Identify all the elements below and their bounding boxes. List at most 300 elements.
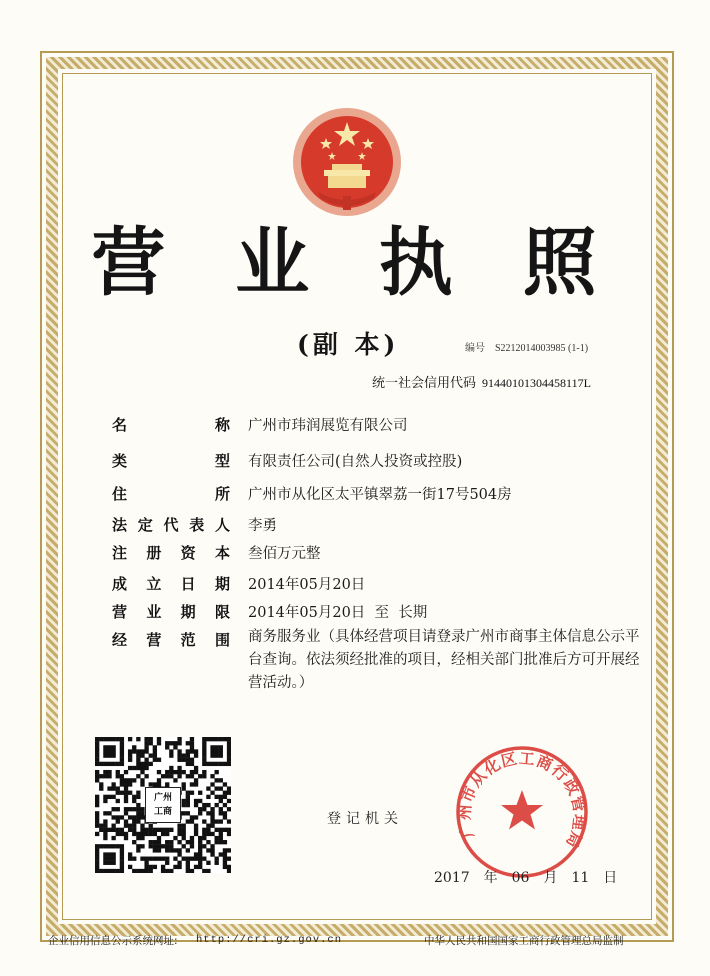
qr-module	[157, 778, 161, 782]
label-char: 名	[112, 416, 128, 434]
field-label-address	[112, 483, 230, 504]
qr-module	[198, 836, 202, 840]
qr-module	[140, 857, 144, 861]
qr-module	[194, 753, 198, 757]
qr-module	[120, 828, 124, 832]
qr-badge-line: 广州	[153, 793, 172, 803]
qr-module	[95, 745, 99, 749]
qr-module	[177, 865, 181, 869]
qr-module	[95, 857, 99, 861]
qr-module	[227, 791, 231, 795]
footer-system-label: 企业信用信息公示系统网址:	[48, 935, 178, 947]
qr-module	[95, 753, 99, 757]
label-char: 日	[180, 575, 196, 593]
qr-module	[128, 824, 132, 828]
label-char: 法	[112, 516, 128, 534]
field-value-capital: 叁佰万元整	[248, 546, 321, 562]
qr-module	[95, 799, 99, 803]
qr-module	[165, 844, 169, 848]
qr-module	[202, 745, 206, 749]
qr-module	[95, 749, 99, 753]
qr-module	[111, 795, 115, 799]
qr-module	[120, 832, 124, 836]
qr-module	[111, 869, 115, 873]
footer-url: http://cri.gz.gov.cn	[196, 934, 343, 946]
qr-module	[169, 770, 173, 774]
qr-module	[186, 795, 190, 799]
qr-module	[202, 836, 206, 840]
qr-module	[198, 852, 202, 856]
qr-module	[120, 815, 124, 819]
qr-module	[186, 861, 190, 865]
qr-module	[223, 861, 227, 865]
qr-module	[116, 869, 120, 873]
qr-module	[107, 852, 111, 856]
field-value-name: 广州市玮润展览有限公司	[248, 418, 408, 434]
qr-module	[107, 774, 111, 778]
qr-module	[99, 828, 103, 832]
field-value-established: 2014年05月20日	[248, 577, 366, 593]
qr-module	[219, 737, 223, 741]
qr-module	[177, 861, 181, 865]
qr-module	[128, 737, 132, 741]
qr-module	[186, 791, 190, 795]
qr-module	[202, 774, 206, 778]
qr-module	[165, 857, 169, 861]
qr-module	[116, 770, 120, 774]
qr-module	[136, 749, 140, 753]
qr-module	[182, 811, 186, 815]
qr-module	[132, 745, 136, 749]
date-month-unit: 月	[543, 870, 558, 886]
qr-module	[153, 832, 157, 836]
qr-module	[103, 749, 107, 753]
qr-module	[177, 770, 181, 774]
qr-module	[157, 770, 161, 774]
qr-module	[153, 857, 157, 861]
qr-module	[182, 832, 186, 836]
qr-module	[182, 844, 186, 848]
qr-module	[136, 869, 140, 873]
qr-module	[202, 869, 206, 873]
qr-module	[103, 811, 107, 815]
qr-module	[144, 865, 148, 869]
qr-module	[149, 857, 153, 861]
qr-module	[99, 782, 103, 786]
qr-module	[95, 815, 99, 819]
qr-module	[140, 778, 144, 782]
qr-module	[95, 824, 99, 828]
qr-module	[95, 737, 99, 741]
qr-module	[116, 762, 120, 766]
qr-module	[223, 852, 227, 856]
qr-module	[107, 869, 111, 873]
qr-module	[202, 737, 206, 741]
qr-module	[111, 749, 115, 753]
qr-module	[124, 807, 128, 811]
qr-module	[206, 840, 210, 844]
qr-module	[194, 749, 198, 753]
qr-module	[124, 770, 128, 774]
qr-module	[124, 782, 128, 786]
label-char: 注	[112, 544, 128, 562]
qr-module	[194, 766, 198, 770]
qr-module	[136, 762, 140, 766]
qr-module	[210, 745, 214, 749]
qr-module	[219, 799, 223, 803]
qr-module	[210, 815, 214, 819]
qr-module	[140, 815, 144, 819]
qr-module	[116, 819, 120, 823]
qr-module	[198, 857, 202, 861]
qr-module	[190, 815, 194, 819]
qr-module	[173, 770, 177, 774]
qr-module	[190, 844, 194, 848]
qr-module	[95, 774, 99, 778]
qr-module	[182, 799, 186, 803]
field-value-type: 有限责任公司(自然人投资或控股)	[248, 454, 463, 470]
serial-label: 编号	[465, 343, 485, 354]
qr-module	[144, 737, 148, 741]
qr-module	[144, 749, 148, 753]
qr-module	[128, 766, 132, 770]
qr-module	[120, 753, 124, 757]
qr-module	[215, 737, 219, 741]
qr-module	[107, 762, 111, 766]
qr-module	[107, 795, 111, 799]
qr-module	[182, 857, 186, 861]
qr-module	[182, 828, 186, 832]
qr-module	[227, 819, 231, 823]
qr-module	[120, 782, 124, 786]
qr-module	[149, 840, 153, 844]
qr-module	[103, 774, 107, 778]
footer-supervisor: 中华人民共和国国家工商行政管理总局监制	[424, 935, 624, 947]
qr-module	[149, 824, 153, 828]
qr-module	[215, 778, 219, 782]
label-char: 营	[146, 631, 162, 649]
qr-module	[210, 852, 214, 856]
qr-module	[215, 795, 219, 799]
qr-module	[169, 848, 173, 852]
qr-module	[132, 824, 136, 828]
qr-module	[136, 848, 140, 852]
qr-module	[194, 770, 198, 774]
qr-module	[149, 832, 153, 836]
qr-module	[202, 758, 206, 762]
qr-module	[210, 749, 214, 753]
qr-module	[120, 852, 124, 856]
qr-module	[194, 857, 198, 861]
qr-module	[223, 828, 227, 832]
qr-module	[128, 828, 132, 832]
qr-module	[210, 782, 214, 786]
qr-module	[227, 753, 231, 757]
qr-module	[140, 770, 144, 774]
qr-module	[153, 753, 157, 757]
qr-module	[219, 749, 223, 753]
qr-module	[136, 811, 140, 815]
qr-module	[219, 745, 223, 749]
qr-module	[194, 852, 198, 856]
qr-module	[153, 782, 157, 786]
qr-module	[116, 807, 120, 811]
qr-module	[202, 749, 206, 753]
qr-module	[103, 762, 107, 766]
qr-module	[149, 741, 153, 745]
qr-module	[140, 832, 144, 836]
qr-module	[210, 807, 214, 811]
qr-module	[186, 741, 190, 745]
qr-module	[215, 840, 219, 844]
qr-module	[165, 861, 169, 865]
qr-module	[95, 819, 99, 823]
qr-module	[194, 865, 198, 869]
qr-module	[144, 745, 148, 749]
qr-module	[215, 762, 219, 766]
official-seal-icon	[452, 742, 592, 882]
qr-module	[95, 852, 99, 856]
qr-module	[198, 848, 202, 852]
qr-module	[128, 791, 132, 795]
qr-module	[128, 778, 132, 782]
label-char: 限	[214, 603, 230, 621]
qr-module	[140, 824, 144, 828]
field-label-scope	[112, 629, 230, 650]
qr-module	[144, 828, 148, 832]
qr-module	[136, 758, 140, 762]
qr-module	[136, 819, 140, 823]
qr-module	[144, 758, 148, 762]
qr-module	[194, 832, 198, 836]
qr-module	[116, 799, 120, 803]
qr-module	[124, 778, 128, 782]
qr-module	[182, 786, 186, 790]
qr-module	[124, 811, 128, 815]
qr-module	[132, 828, 136, 832]
qr-module	[206, 795, 210, 799]
qr-module	[169, 869, 173, 873]
qr-module	[116, 737, 120, 741]
qr-module	[140, 762, 144, 766]
field-label-type	[112, 450, 230, 471]
qr-module	[124, 819, 128, 823]
qr-module	[120, 778, 124, 782]
qr-module	[107, 786, 111, 790]
qr-module	[210, 832, 214, 836]
qr-module	[165, 832, 169, 836]
qr-module	[132, 832, 136, 836]
date-day-unit: 日	[603, 870, 618, 886]
label-char: 营	[112, 603, 128, 621]
qr-module	[219, 786, 223, 790]
label-char: 期	[214, 575, 230, 593]
qr-module	[116, 828, 120, 832]
qr-module	[136, 737, 140, 741]
qr-module	[116, 791, 120, 795]
qr-module	[144, 741, 148, 745]
qr-module	[227, 745, 231, 749]
qr-module	[215, 857, 219, 861]
field-value-scope: 商务服务业（具体经营项目请登录广州市商事主体信息公示平台查询。依法须经批准的项目，经相关部门批准后方可开展经营活动。）	[248, 629, 640, 691]
qr-module	[210, 762, 214, 766]
qr-module	[111, 861, 115, 865]
label-char: 成	[112, 575, 128, 593]
qr-module	[107, 749, 111, 753]
qr-module	[95, 848, 99, 852]
qr-module	[111, 824, 115, 828]
qr-module	[161, 865, 165, 869]
qr-module	[95, 741, 99, 745]
qr-module	[206, 803, 210, 807]
label-char: 本	[214, 544, 230, 562]
qr-module	[95, 865, 99, 869]
qr-module	[169, 753, 173, 757]
field-label-capital	[112, 542, 230, 563]
qr-module	[177, 741, 181, 745]
qr-module	[186, 762, 190, 766]
qr-module	[190, 762, 194, 766]
serial-number	[465, 339, 588, 354]
qr-module	[120, 865, 124, 869]
qr-module	[144, 766, 148, 770]
qr-module	[157, 836, 161, 840]
qr-module	[99, 869, 103, 873]
qr-module	[140, 749, 144, 753]
qr-module	[103, 753, 107, 757]
qr-module	[227, 869, 231, 873]
qr-module	[165, 774, 169, 778]
qr-module	[219, 828, 223, 832]
qr-module	[190, 741, 194, 745]
qr-module	[177, 828, 181, 832]
qr-module	[210, 848, 214, 852]
qr-module	[120, 869, 124, 873]
qr-module	[111, 753, 115, 757]
qr-module	[177, 766, 181, 770]
qr-module	[124, 824, 128, 828]
qr-module	[210, 737, 214, 741]
qr-module	[157, 848, 161, 852]
qr-module	[210, 844, 214, 848]
qr-module	[206, 786, 210, 790]
qr-module	[103, 852, 107, 856]
qr-code	[95, 737, 231, 873]
qr-module	[120, 857, 124, 861]
qr-module	[223, 762, 227, 766]
qr-module	[198, 774, 202, 778]
qr-module	[202, 741, 206, 745]
field-value-legal-rep: 李勇	[248, 518, 277, 534]
qr-module	[190, 737, 194, 741]
qr-module	[103, 819, 107, 823]
qr-module	[165, 828, 169, 832]
qr-module	[95, 832, 99, 836]
qr-module	[165, 782, 169, 786]
qr-module	[219, 852, 223, 856]
qr-module	[149, 737, 153, 741]
qr-module	[111, 852, 115, 856]
qr-module	[132, 778, 136, 782]
qr-module	[227, 749, 231, 753]
qr-module	[219, 753, 223, 757]
qr-module	[219, 840, 223, 844]
label-char: 期	[180, 603, 196, 621]
label-char: 住	[112, 485, 128, 503]
label-char: 围	[214, 631, 230, 649]
label-char: 经	[112, 631, 128, 649]
qr-module	[190, 770, 194, 774]
qr-module	[157, 828, 161, 832]
qr-module	[103, 857, 107, 861]
qr-module	[111, 786, 115, 790]
qr-module	[161, 774, 165, 778]
qr-module	[186, 865, 190, 869]
qr-module	[107, 745, 111, 749]
qr-module	[157, 844, 161, 848]
qr-module	[120, 741, 124, 745]
qr-module	[206, 861, 210, 865]
field-label-term	[112, 601, 230, 622]
qr-module	[186, 840, 190, 844]
qr-module	[124, 791, 128, 795]
qr-module	[186, 869, 190, 873]
qr-module	[103, 832, 107, 836]
date-day: 11	[571, 870, 590, 886]
qr-module	[206, 811, 210, 815]
qr-module	[157, 741, 161, 745]
qr-module	[120, 762, 124, 766]
qr-module	[165, 745, 169, 749]
qr-module	[99, 774, 103, 778]
qr-module	[103, 799, 107, 803]
qr-module	[132, 857, 136, 861]
qr-module	[99, 737, 103, 741]
qr-module	[95, 795, 99, 799]
qr-module	[136, 832, 140, 836]
qr-module	[194, 803, 198, 807]
label-char: 业	[146, 603, 162, 621]
qr-module	[202, 762, 206, 766]
field-label-name	[112, 414, 230, 435]
document-title: 营 业 执 照	[91, 220, 619, 306]
qr-module	[223, 840, 227, 844]
qr-module	[173, 745, 177, 749]
qr-module	[177, 774, 181, 778]
qr-module	[107, 844, 111, 848]
qr-module	[223, 791, 227, 795]
qr-module	[140, 753, 144, 757]
qr-module	[202, 819, 206, 823]
qr-module	[169, 774, 173, 778]
qr-module	[227, 758, 231, 762]
label-char: 称	[214, 416, 230, 434]
qr-module	[107, 861, 111, 865]
qr-module	[107, 857, 111, 861]
qr-module	[182, 758, 186, 762]
qr-module	[165, 840, 169, 844]
qr-module	[140, 766, 144, 770]
qr-module	[124, 799, 128, 803]
qr-module	[215, 819, 219, 823]
qr-module	[227, 762, 231, 766]
qr-module	[111, 737, 115, 741]
qr-module	[173, 857, 177, 861]
qr-module	[186, 753, 190, 757]
qr-module	[149, 782, 153, 786]
qr-module	[111, 857, 115, 861]
qr-module	[120, 745, 124, 749]
